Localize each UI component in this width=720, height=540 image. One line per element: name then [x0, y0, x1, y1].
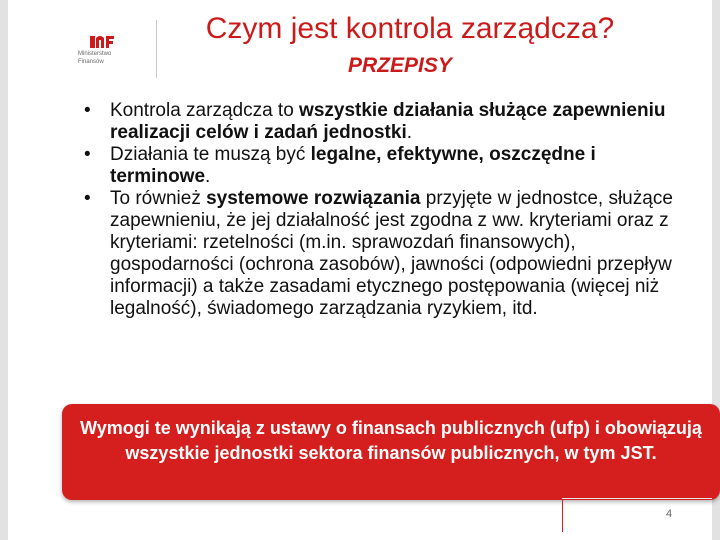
page-number: 4 — [666, 508, 673, 520]
logo-line-1: Ministerstwo — [78, 51, 112, 57]
left-side-bar — [0, 0, 8, 540]
bullet-dot-icon: • — [84, 100, 91, 121]
bullet-text: przyjęte w jednostce, służące zapewnieniu, że jej działalność jest zgodna z ww. kryteriami oraz z kryteriami: rzetelności (m.in. sprawozdań finansowych), gospodarności (ochrona zasobów), jawności (odpowiedni przepływ informacji) a także zasadami etycznego postępowania (więcej niż legalność), świadomego zarządzania ryzykiem, itd. — [110, 188, 673, 319]
slide-title: Czym jest kontrola zarządcza? — [205, 12, 615, 45]
bullet-list — [84, 100, 684, 320]
bullet-dot-icon: • — [84, 144, 91, 165]
slide-content — [84, 100, 684, 320]
bullet-text: Działania te muszą być — [110, 144, 311, 165]
bullet-item — [84, 188, 684, 320]
footer-accent-line — [562, 498, 563, 532]
bullet-item — [84, 100, 684, 144]
bullet-text: Kontrola zarządcza to — [110, 100, 300, 121]
bullet-item — [84, 144, 684, 188]
bullet-text: To również — [110, 188, 207, 209]
bullet-bold-text: systemowe rozwiązania — [206, 188, 421, 209]
logo-line-2: Finansów — [78, 59, 104, 65]
header-divider — [156, 20, 157, 78]
bullet-text: . — [205, 166, 211, 187]
bullet-bold-text: legalne, efektywne, oszczędne i terminowe — [110, 144, 596, 187]
bullet-text: . — [406, 122, 412, 143]
bullet-bold-text: wszystkie działania służące zapewnieniu realizacji celów i zadań jednostki — [110, 100, 666, 143]
bullet-dot-icon: • — [84, 188, 91, 209]
slide-subtitle: PRZEPISY — [348, 54, 452, 77]
footer-rule — [562, 498, 712, 499]
ministry-logo-icon — [88, 30, 118, 50]
legal-basis-callout: Wymogi te wynikają z ustawy o finansach publicznych (ufp) i obowiązują wszystkie jednostki sektora finansów publicznych, w tym JST. — [62, 404, 720, 500]
ministry-logo — [78, 30, 148, 74]
